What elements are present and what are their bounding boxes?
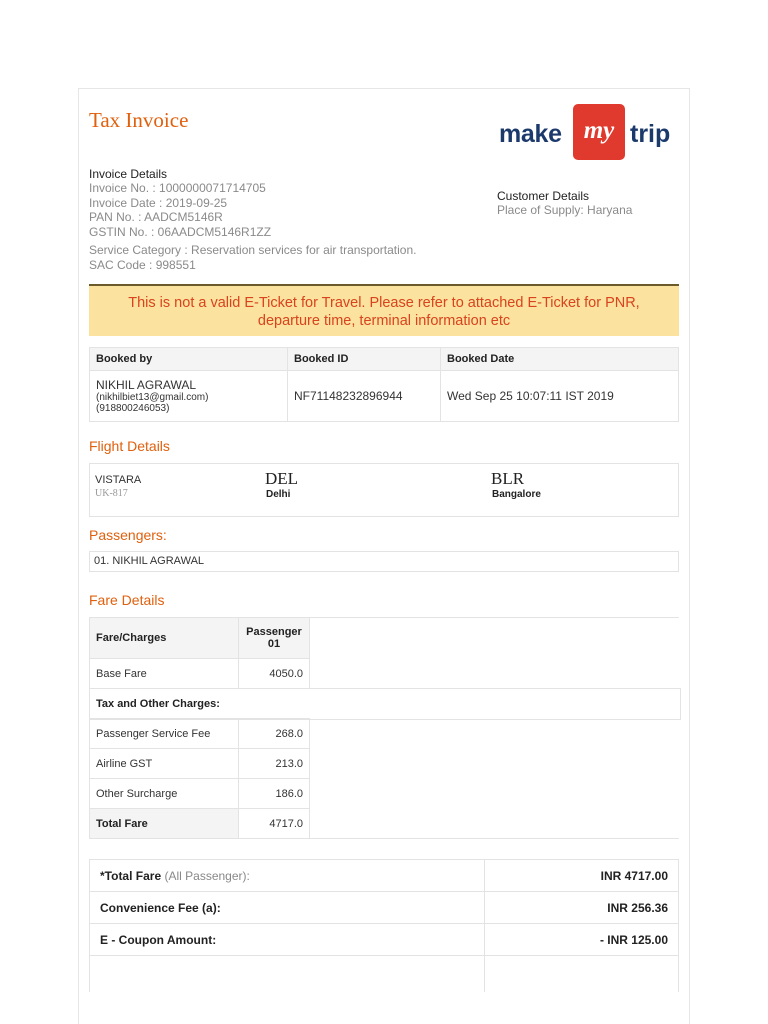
tax-charges-text: Tax and Other Charges: — [96, 697, 220, 710]
totals-table — [89, 859, 679, 992]
base-fare-value: 4050.0 — [239, 659, 310, 689]
convenience-fee-value: INR 256.36 — [485, 892, 679, 924]
convenience-fee-label: Convenience Fee (a): — [90, 892, 485, 924]
passenger-header-line2: 01 — [267, 638, 281, 650]
fare-row — [90, 809, 310, 839]
total-fare-all-label — [90, 860, 485, 892]
other-surcharge-label: Other Surcharge — [90, 779, 239, 809]
passenger-service-fee-value: 268.0 — [239, 719, 310, 749]
booked-date-value: Wed Sep 25 10:07:11 IST 2019 — [441, 371, 679, 422]
page-title: Tax Invoice — [89, 108, 189, 132]
service-category: Service Category : Reservation services for air transportation. — [89, 243, 417, 257]
logo-badge — [573, 104, 625, 160]
booked-id-header: Booked ID — [288, 348, 441, 371]
empty-cell — [90, 956, 485, 993]
booking-table — [89, 347, 679, 422]
fare-row — [90, 689, 310, 719]
fare-table — [89, 617, 310, 839]
logo-trip-text: trip — [630, 120, 671, 148]
notice-line-2: departure time, terminal information etc — [257, 313, 511, 329]
coupon-amount-label: E - Coupon Amount: — [90, 924, 485, 956]
customer-details-heading: Customer Details — [497, 189, 590, 203]
invalid-ticket-notice — [89, 284, 679, 336]
flight-number: UK-817 — [95, 488, 128, 499]
other-surcharge-value: 186.0 — [239, 779, 310, 809]
fare-row — [90, 779, 310, 809]
notice-line-1: This is not a valid E-Ticket for Travel. Please refer to attached E-Ticket for PNR, — [128, 295, 640, 311]
flight-details-box — [89, 463, 679, 517]
booked-date-header: Booked Date — [441, 348, 679, 371]
fare-details-heading: Fare Details — [89, 592, 165, 608]
booked-by-name: NIKHIL AGRAWAL — [96, 378, 197, 392]
empty-cell — [485, 956, 679, 993]
invoice-number: Invoice No. : 1000000071714705 — [89, 181, 266, 195]
totals-row — [90, 924, 679, 956]
total-fare-label: Total Fare — [90, 809, 239, 839]
sac-code: SAC Code : 998551 — [89, 257, 196, 272]
invoice-details-heading: Invoice Details — [89, 167, 168, 181]
fare-row — [90, 749, 310, 779]
airline-gst-label: Airline GST — [90, 749, 239, 779]
makemytrip-logo — [497, 103, 679, 163]
invoice-details — [89, 167, 416, 272]
booked-by-header: Booked by — [90, 348, 288, 371]
fare-divider-top — [307, 617, 679, 618]
customer-details — [497, 189, 632, 218]
destination-code: BLR — [491, 469, 525, 488]
fare-divider-bottom — [307, 838, 679, 839]
tax-charges-label — [90, 689, 310, 719]
total-fare-all-text: *Total Fare — [100, 868, 162, 883]
fare-charges-header: Fare/Charges — [90, 618, 239, 659]
logo-my-text: my — [583, 117, 615, 144]
total-fare-all-value: INR 4717.00 — [485, 860, 679, 892]
coupon-amount-value: - INR 125.00 — [485, 924, 679, 956]
gstin-number: GSTIN No. : 06AADCM5146R1ZZ — [89, 224, 272, 239]
passenger-header-line1: Passenger — [246, 626, 302, 638]
booked-id-value: NF71148232896944 — [288, 371, 441, 422]
totals-row — [90, 860, 679, 892]
booked-by-phone: (918800246053) — [96, 403, 170, 414]
fare-row — [90, 659, 310, 689]
airline-gst-value: 213.0 — [239, 749, 310, 779]
place-of-supply: Place of Supply: Haryana — [497, 203, 633, 217]
booking-header-row — [90, 348, 679, 371]
fare-header-row — [90, 618, 310, 659]
booked-by-email: (nikhilbiet13@gmail.com) — [96, 392, 209, 403]
destination-city: Bangalore — [492, 489, 541, 500]
flight-details-heading: Flight Details — [89, 438, 170, 454]
origin-city: Delhi — [266, 489, 291, 500]
invoice-date: Invoice Date : 2019-09-25 — [89, 195, 228, 210]
pan-number: PAN No. : AADCM5146R — [89, 210, 223, 224]
base-fare-label: Base Fare — [90, 659, 239, 689]
totals-row — [90, 892, 679, 924]
passengers-heading: Passengers: — [89, 527, 167, 543]
passenger-service-fee-label: Passenger Service Fee — [90, 719, 239, 749]
totals-row-empty — [90, 956, 679, 993]
fare-row — [90, 719, 310, 749]
origin-code: DEL — [265, 469, 299, 488]
total-fare-all-note: (All Passenger): — [164, 868, 250, 883]
airline-name: VISTARA — [95, 474, 142, 486]
passenger-list-item: 01. NIKHIL AGRAWAL — [89, 551, 679, 572]
passenger-01-header — [239, 618, 310, 659]
logo-make-text: make — [499, 120, 562, 148]
total-fare-value: 4717.0 — [239, 809, 310, 839]
booked-by-cell — [90, 371, 288, 422]
booking-row — [90, 371, 679, 422]
